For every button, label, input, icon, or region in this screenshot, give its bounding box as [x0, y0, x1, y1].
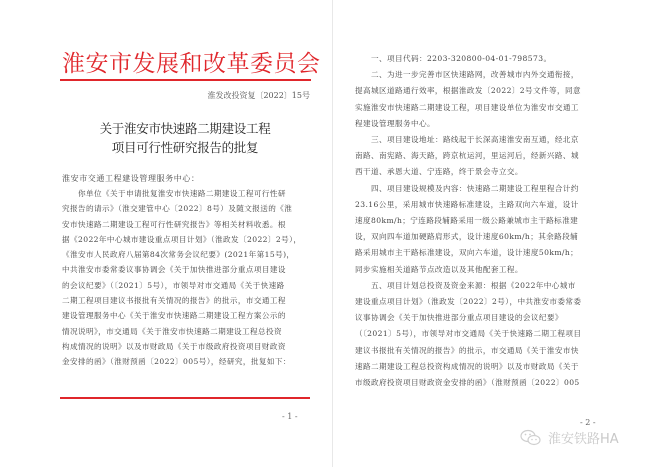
body-line: 《淮安市人民政府八届第84次常务会议纪要》(2021年第15号)， — [62, 250, 295, 260]
body-line: 提高城区道路通行效率，根据淮政发〔2022〕2号文件等，同意 — [355, 86, 581, 96]
body-line: 究报告的请示》（淮交建管中心〔2022〕8号）及随文报送的《淮 — [62, 204, 293, 214]
body-line: 构成情况的说明》以及市财政局《关于市级政府投资项目财政资 — [62, 341, 286, 351]
body-line: 中共淮安市委常委议事协调会《关于加快推进部分重点项目建设 — [62, 265, 286, 275]
body-line: 情况说明》，市交通局《关于淮安市快速路二期建设工程总投资 — [62, 326, 283, 336]
document-title-line-2: 项目可行性研究报告的批复 — [111, 140, 259, 155]
body-line: 金安排的函》（淮财预函〔2022〕005号），经研究，批复如下： — [62, 357, 291, 367]
body-line: 市级政府投资项目财政资金安排的函》（淮财预函〔2022〕005 — [355, 378, 580, 388]
body-line: 二、为进一步完善市区快速路网，改善城市内外交通衔接， — [371, 70, 579, 80]
body-line: 建议书报批有关情况的报告》的批示，市交通局《关于淮安市快 — [355, 345, 579, 355]
watermark-text: 淮安铁路HA — [548, 432, 619, 447]
body-line: 建设重点项目计划》（淮政发〔2022〕2号），中共淮安市委常委 — [355, 297, 582, 307]
body-line: 路采用城市主干路标准建设，双向六车道，设计速度50km/h； — [355, 248, 579, 258]
body-line: 实施淮安市快速路二期建设工程，项目建设单位为淮安市交通工 — [355, 102, 579, 112]
body-line: 四、项目建设规模及内容：快速路二期建设工程里程合计约 — [371, 183, 579, 193]
body-line: 议事协调会《关于加快推进部分重点项目建设的会议纪要》 — [355, 313, 563, 323]
body-line: 速路二期建设工程总投资构成情况的说明》以及市财政局《关于 — [355, 361, 579, 371]
body-line: 西干道、承恩大道、宁连路，终于景会寺立交。 — [355, 167, 523, 177]
body-line: 三、项目建设地址：路线起于长深高速淮安南互通，经北京 — [371, 135, 579, 145]
document-title-line-1: 关于淮安市快速路二期建设工程 — [99, 121, 271, 136]
wechat-icon — [520, 429, 542, 447]
body-line: 建设管理服务中心《关于淮安市快速路二期建设工程方案公示的 — [62, 311, 286, 321]
page-2-body — [355, 51, 605, 391]
page-1-body — [62, 186, 312, 370]
page-number: - 2 - — [580, 418, 596, 427]
document-number: 淮发改投资复〔2022〕15号 — [207, 91, 310, 100]
masthead-red-rule — [60, 79, 311, 81]
body-line: 程建设管理服务中心。 — [355, 118, 435, 128]
body-line: 同步实施相关道路节点改造以及其他配套工程。 — [355, 264, 523, 274]
body-line: 速度80km/h；宁连路段辅路采用一级公路兼城市主干路标准建 — [355, 216, 579, 226]
body-line: 五、项目计划总投资及资金来源：根据《2022年中心城市 — [371, 280, 576, 290]
body-line: 23.16公里，采用城市快速路标准建设，主路双向六车道，设计 — [355, 199, 579, 209]
body-line: 据《2022年中心城市建设重点项目计划》（淮政发〔2022〕2号）， — [62, 234, 302, 244]
footer-red-rule — [60, 397, 310, 399]
document-title — [60, 119, 310, 157]
addressee: 淮安市交通工程建设管理服务中心： — [62, 174, 200, 183]
body-line: 南路、南宪路、海天路，跨京杭运河，里运河后，经新兴路、城 — [355, 151, 579, 161]
body-line: 二期工程项目建议书报批有关情况的报告》的批示，市交通工程 — [62, 296, 286, 306]
body-line: 安市快速路二期建设工程可行性研究报告》等相关材料收悉。根 — [62, 219, 286, 229]
body-line: 设，双向四车道加硬路肩形式，设计速度60km/h；其余路段辅 — [355, 232, 579, 242]
page-number: - 1 - — [282, 412, 298, 421]
body-line: 你单位《关于申请批复淮安市快速路二期建设工程可行性研 — [78, 189, 286, 198]
body-line: （〔2021〕5号），市领导对市交通局《关于快速路二期工程项目 — [355, 329, 582, 339]
body-line: 一、项目代码：2203-320800-04-01-798573。 — [371, 54, 552, 63]
body-line: 的会议纪要》（〔2021〕5号），市领导对市交通局《关于快速路 — [62, 280, 285, 290]
masthead-title: 淮安市发展和改革委员会 — [62, 51, 321, 77]
watermark — [520, 428, 619, 447]
